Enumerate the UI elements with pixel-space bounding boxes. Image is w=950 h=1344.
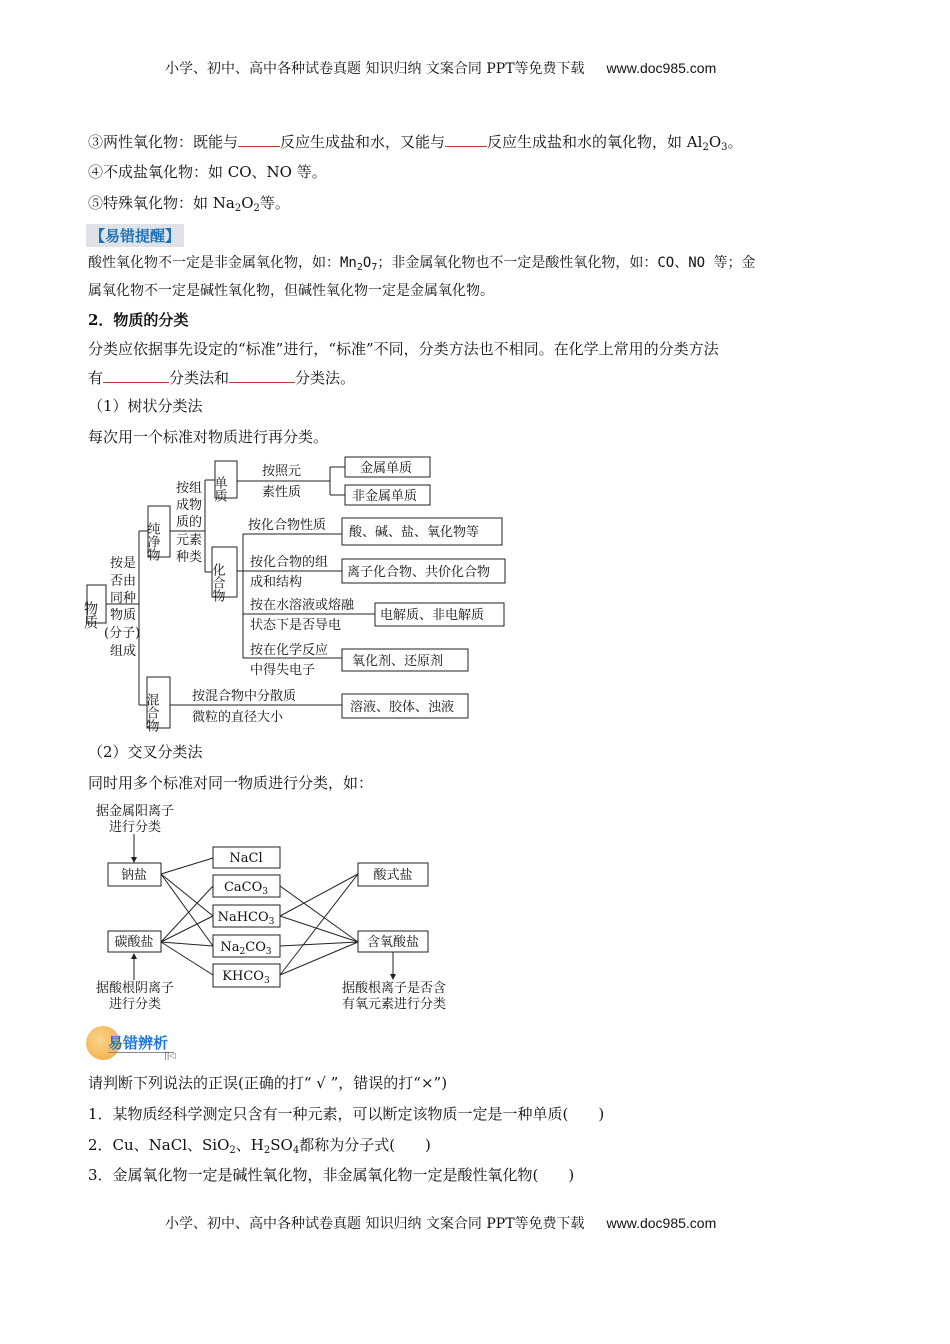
question-1: 1．某物质经科学测定只含有一种元素，可以断定该物质一定是一种单质( ) [88,1105,605,1123]
acid-salt-box: 酸式盐 [373,868,413,883]
section-paragraph-1: 分类应依据事先设定的“标准”进行，“标准”不同，分类方法也不相同。在化学上常用的分类方法 [88,340,719,358]
pure-criterion [176,480,202,565]
svg-text:(分子): (分子) [104,626,141,641]
mixture-label: 混合物 [143,693,159,732]
svg-text:按组: 按组 [176,481,203,496]
subsection-tree: （1）树状分类法 [88,397,203,415]
svg-text:按是: 按是 [110,556,137,571]
svg-text:状态下是否导电: 状态下是否导电 [250,618,342,633]
header-text: 小学、初中、高中各种试卷真题 知识归纳 文案合同 PPT等免费下载 [165,61,585,77]
oxide-item-4: ④不成盐氧化物：如 CO、NO 等。 [88,163,327,181]
compound-criteria [248,517,355,678]
oxide-item-5: ⑤特殊氧化物：如 $Na_2O_2$等。 [88,194,290,214]
tip-line-1: 酸性氧化物不一定是非金属氧化物，如：$Mn_2O_7$；非金属氧化物也不一定是酸性氧化物，如：CO、NO 等；金 [88,255,756,273]
svg-text:成和结构: 成和结构 [250,575,303,590]
root-label: 物质 [82,601,98,629]
svg-text:微粒的直径大小: 微粒的直径大小 [192,710,284,725]
subsection-cross: （2）交叉分类法 [88,743,203,761]
svg-text:中得失电子: 中得失电子 [250,663,316,678]
carbonate-box: 碳酸盐 [114,935,154,950]
pure-label: 纯净物 [144,522,160,561]
tip-line-2: 属氧化物不一定是碱性氧化物，但碱性氧化物一定是金属氧化物。 [88,283,494,299]
svg-text:溶液、胶体、浊液: 溶液、胶体、浊液 [350,700,455,715]
compound-label: 化合物 [209,563,225,602]
svg-text:酸、碱、盐、氧化物等: 酸、碱、盐、氧化物等 [349,525,480,540]
svg-text:有氧元素进行分类: 有氧元素进行分类 [341,997,447,1012]
sodium-salt-box: 钠盐 [120,868,148,883]
header-url[interactable]: www.doc985.com [606,60,717,76]
svg-text:非金属单质: 非金属单质 [352,489,418,504]
svg-text:KHCO3: $KHCO_3$ [222,969,270,986]
footer-url[interactable]: www.doc985.com [606,1215,717,1231]
svg-text:NaHCO3: NaHCO$_3$ [217,910,275,927]
svg-text:按照元: 按照元 [262,464,302,479]
footer-text: 小学、初中、高中各种试卷真题 知识归纳 文案合同 PPT等免费下载 [165,1216,585,1232]
svg-text:离子化合物、共价化合物: 离子化合物、共价化合物 [347,565,491,580]
oxide-item-3: ③两性氧化物：既能与 反应生成盐和水，又能与 反应生成盐和水的氧化物，如 $Al_2O_3$。 [88,133,743,153]
svg-text:物质: 物质 [110,608,137,623]
svg-text:同种: 同种 [110,591,137,606]
root-criterion [104,555,140,659]
svg-text:CaCO3: CaCO$_3$ [223,880,269,897]
page-footer [165,1213,716,1233]
section-paragraph-2: 有 分类法和 分类法。 [88,369,356,387]
svg-text:Na2CO3: $Na_2CO_3$ [220,940,272,957]
svg-text:成物: 成物 [176,498,203,513]
tree-description: 每次用一个标准对物质进行再分类。 [88,428,329,446]
svg-text:质的: 质的 [176,515,203,530]
svg-text:素性质: 素性质 [262,485,302,500]
question-2: 2．Cu、NaCl、SiO$_2$、$H_2SO_4$都称为分子式( ) [88,1136,431,1156]
svg-text:进行分类: 进行分类 [108,820,162,835]
svg-text:进行分类: 进行分类 [108,997,162,1012]
svg-text:据金属阳离子: 据金属阳离子 [95,804,175,819]
section-title: 2．物质的分类 [88,311,189,329]
svg-text:金属单质: 金属单质 [360,461,413,476]
svg-text:组成: 组成 [110,644,137,659]
svg-text:据酸根阴离子: 据酸根阴离子 [95,981,175,996]
svg-text:按化合物性质: 按化合物性质 [248,518,327,533]
cross-description: 同时用多个标准对同一物质进行分类，如： [88,774,374,792]
element-label: 单质 [211,476,227,502]
svg-text:按在化学反应: 按在化学反应 [250,643,329,658]
svg-text:按在水溶液或熔融: 按在水溶液或熔融 [250,598,355,613]
svg-text:氧化剂、还原剂: 氧化剂、还原剂 [352,654,444,669]
tip-label: 【易错提醒】 [86,224,184,247]
svg-text:电解质、非电解质: 电解质、非电解质 [380,608,485,623]
svg-text:否由: 否由 [110,574,137,589]
svg-text:据酸根离子是否含: 据酸根离子是否含 [341,981,447,996]
svg-text:元素: 元素 [176,533,203,548]
svg-text:按化合物的组: 按化合物的组 [250,555,329,570]
question-3: 3．金属氧化物一定是碱性氧化物，非金属氧化物一定是酸性氧化物( ) [88,1166,575,1184]
svg-text:种类: 种类 [176,550,203,565]
oxysalt-box: 含氧酸盐 [366,935,420,950]
error-analysis-badge: 易错辨析 ||◁ [86,1026,186,1062]
errors-intro: 请判断下列说法的正误(正确的打“ √ ”，错误的打“×”) [88,1074,448,1092]
svg-text:NaCl: NaCl [229,851,263,866]
svg-text:按混合物中分散质: 按混合物中分散质 [192,689,297,704]
